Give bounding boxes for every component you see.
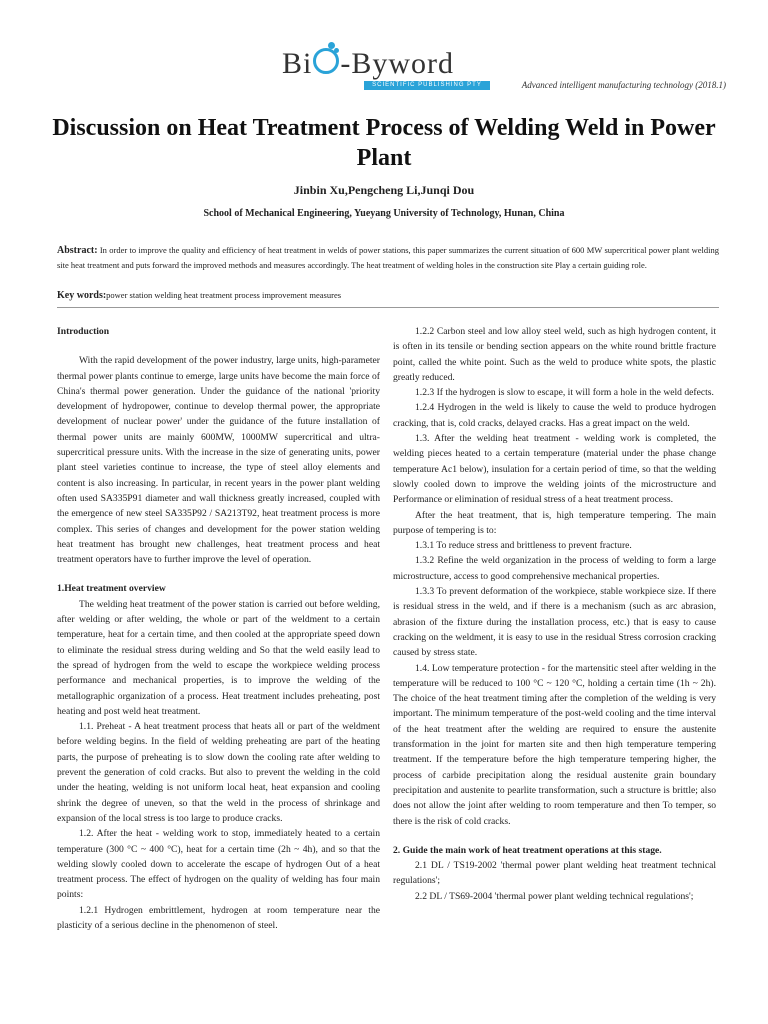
paragraph: 1.4. Low temperature protection - for the martensitic steel after welding in the temperature will be reduced to 100 °C ~ 120 °C, holding a certain time (1h ~ 2h). The choice of the heat treatment timing after the completion of the welding is very important. The minimum temperature of the post-weld cooling and the time interval of the heat treatment after the welding are required to ensure the austenite transformation in the joint for marten site and then high temperature tempering treatment. If the temperature before the high temperature tempering higher, the process of carbide precipitation along the residual austenite grain boundary precipitation and austenite to pearlite transformation, such a structure is brittle; also does not allow the joint after welding to room temperature and then To temper, so there is the risk of cold cracks. [393, 662, 716, 827]
keywords-text: power station welding heat treatment process improvement measures [106, 290, 342, 300]
paragraph: 1.3. After the welding heat treatment - welding work is completed, the welding pieces heated to a certain temperature (material under the phase change temperature Ac1 below), insulation for a certain period of time, so that the welding slowly cooled down to improve the welding joints of the microstructure and Performance or elimination of residual stress of a heat treatment process. [393, 433, 716, 506]
paragraph: 1.3.2 Refine the weld organization in the process of welding to form a large microstructure, access to good comprehensive mechanical properties. [393, 555, 716, 582]
logo-o-icon [313, 48, 339, 74]
paragraph: 1.2.1 Hydrogen embrittlement, hydrogen at room temperature near the plasticity of a serious decline in the phenomenon of steel. [57, 904, 380, 931]
abstract-label: Abstract: [57, 245, 98, 256]
abstract [57, 243, 719, 272]
paragraph: 1.2.3 If the hydrogen is slow to escape, it will form a hole in the weld defects. [415, 387, 714, 399]
page-header [0, 40, 768, 110]
keywords-label: Key words: [57, 290, 107, 301]
heading-section-2: 2. Guide the main work of heat treatment operations at this stage. [393, 844, 662, 856]
logo-text-part1: Bi [282, 47, 313, 80]
authors: Jinbin Xu,Pengcheng Li,Junqi Dou [293, 183, 475, 197]
logo-wordmark [282, 48, 492, 79]
paragraph: 1.2. After the heat - welding work to stop, immediately heated to a certain temperature (300 °C ~ 400 °C), heat for a certain time (2h ~ 4h), and so that the welding slowly cooled down to accelerate the escape of hydrogen Out of a heat treatment process. The effect of hydrogen on the quality of welding has four main points: [57, 828, 380, 901]
publisher-logo [282, 48, 492, 98]
paragraph: With the rapid development of the power industry, large units, high-parameter thermal power plants continue to emerge, large units have become the main force of China's thermal power generation. Under the guidance of the national 'priority development of hydropower, continue to develop thermal power, the appropriate development of nuclear power' under the guidance of the future installation of thermal power units are mainly 600MW, 1000MW supercritical and ultra-supercritical pressure units. With the increase in the size of generating units, power plant steel varieties continue to increase, the type of steel alloy elements and content is also increasing. In particular, in recent years in the power plant welding often used SA335P91 diameter and wall thickness greatly increased, coupled with the emergence of new steel SA335P92 / SA213T92, heat treatment process is more complex. This series of changes and development for the power station welding heat treatment has brought new challenges, heat treatment process and heat treatment operators have to further improve the level of operation. [57, 355, 380, 566]
paragraph: 1.1. Preheat - A heat treatment process that heats all or part of the weldment before welding begins. In the field of welding preheating are part of the heating parts, the purpose of preheating is to slow down the cooling rate after welding to prevent the generation of cold cracks. But also to prevent the welding in the cold under the heating, welding is not uniform local heat, heat expansion and cooling shrink the degree of uneven, so that the weld in the process of shrinkage and expansion of the local stress is too large to produce cracks. [57, 721, 380, 824]
paragraph: 1.2.4 Hydrogen in the weld is likely to cause the weld to produce hydrogen cracking, that is, cold cracks, delayed cracks. Has a great impact on the weld. [393, 402, 716, 429]
paragraph: 2.1 DL / TS19-2002 'thermal power plant welding heat treatment technical regulations'; [393, 860, 716, 887]
abstract-text: In order to improve the quality and efficiency of heat treatment in welds of power stations, this paper summarizes the current situation of 600 MW supercritical power plant welding site heat treatment and puts forward the improved methods and measures accordingly. The heat treatment of welding holes in the construction site Play a certain guiding role. [57, 245, 719, 270]
paragraph: After the heat treatment, that is, high temperature tempering. The main purpose of tempering is to: [393, 509, 716, 536]
affiliation: School of Mechanical Engineering, Yueyang University of Technology, Hunan, China [203, 208, 565, 219]
paragraph: 1.3.3 To prevent deformation of the workpiece, stable workpiece size. If there is residual stress in the weld, and if there is a mechanism (such as arc abrasion, abrasion of the fixture during the installation process, etc.) that is easy to cause cracking on the weldment, it is easy to use in the residual Stress corrosion cracking caused by stress state. [393, 586, 716, 659]
keywords [57, 290, 719, 301]
paragraph: The welding heat treatment of the power station is carried out before welding, after welding or after welding, the whole or part of the weldment to a certain temperature, heat for a certain time, and then cooled at the appropriate speed down to eliminate the residual stress during welding and So that the weld easily lead to the spread of hydrogen from the weld to escape the workpiece welding process performance and mechanical properties, is to improve the welding of the metallographic organization of a process. Heat treatment includes preheating, post heating and post weld heat treatment. [57, 598, 380, 717]
journal-name: Advanced intelligent manufacturing technology (2018.1) [521, 80, 726, 90]
paragraph: 1.2.2 Carbon steel and low alloy steel weld, such as high hydrogen content, it is often in its tensile or bending section appears on the white round brittle fracture point, called the white point. Such as the weld to produce white spots, the plastic greatly reduced. [393, 326, 716, 383]
heading-introduction: Introduction [57, 326, 110, 337]
heading-section-1: 1.Heat treatment overview [57, 583, 166, 595]
paragraph: 2.2 DL / TS69-2004 'thermal power plant welding technical regulations'; [415, 890, 694, 902]
paper-title: Discussion on Heat Treatment Process of Welding Weld in Power Plant [52, 115, 716, 171]
paragraph: 1.3.1 To reduce stress and brittleness to prevent fracture. [415, 540, 632, 552]
logo-tagline: SCIENTIFIC PUBLISHING PTY LTD [364, 81, 490, 90]
logo-text-part2: -Byword [340, 47, 455, 80]
right-column [393, 324, 716, 904]
divider [57, 307, 719, 308]
left-column [57, 324, 380, 933]
